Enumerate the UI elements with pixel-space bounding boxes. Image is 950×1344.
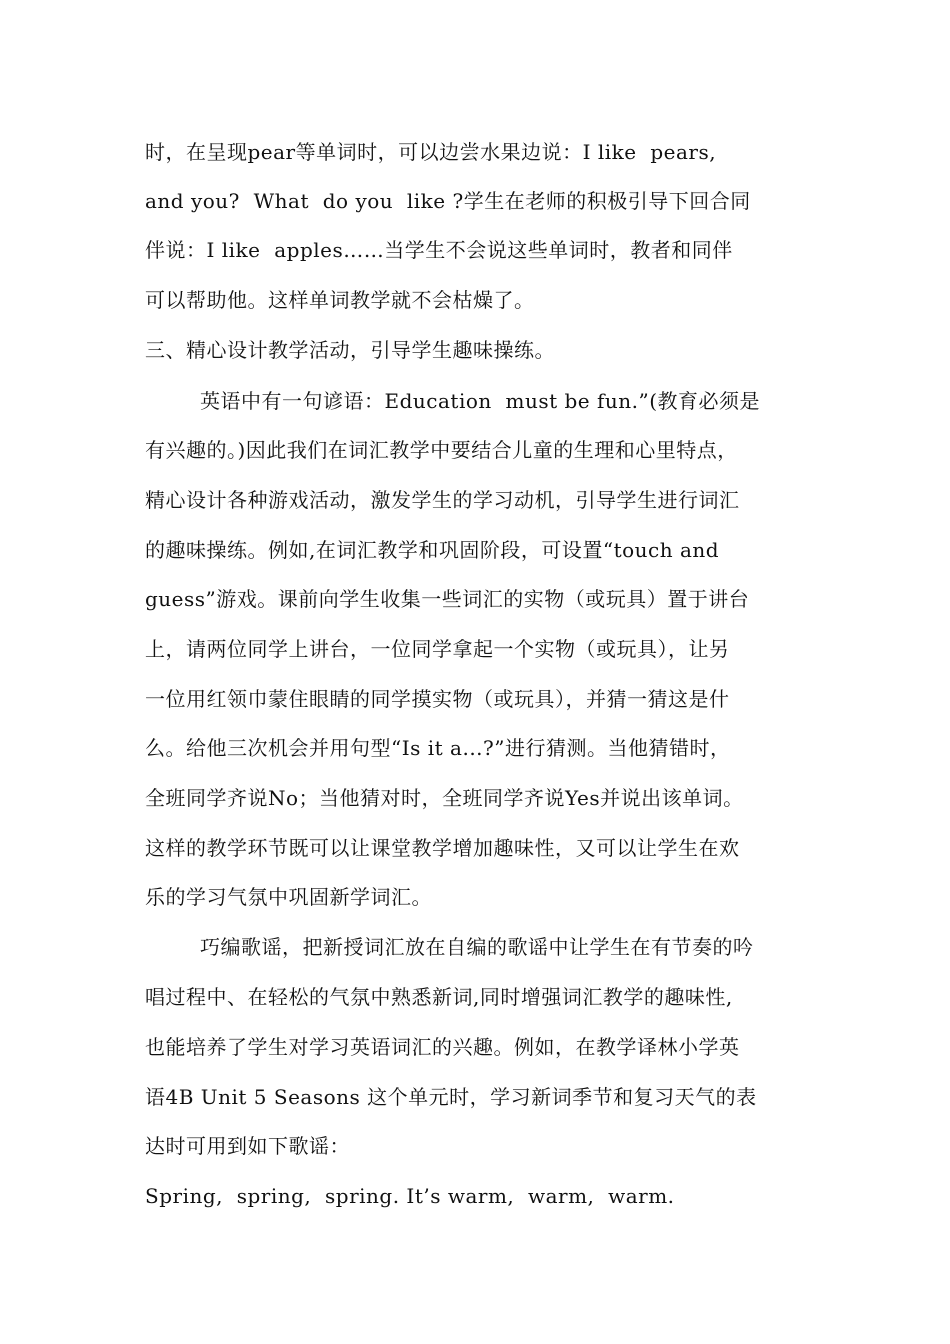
paragraph-line: 可以帮助他。这样单词教学就不会枯燥了。 xyxy=(145,288,535,312)
paragraph-line: 有兴趣的。)因此我们在词汇教学中要结合儿童的生理和心里特点， xyxy=(145,438,738,462)
paragraph-line: 巧编歌谣，把新授词汇放在自编的歌谣中让学生在有节奏的吟 xyxy=(200,935,754,959)
paragraph-line: 上，请两位同学上讲台，一位同学拿起一个实物（或玩具），让另 xyxy=(145,637,730,661)
paragraph-line: 语4B Unit 5 Seasons 这个单元时，学习新词季节和复习天气的表 xyxy=(145,1085,757,1109)
paragraph-line: 唱过程中、在轻松的气氛中熟悉新词,同时增强词汇教学的趣味性, xyxy=(145,985,733,1009)
paragraph-line: 这样的教学环节既可以让课堂教学增加趣味性，又可以让学生在欢 xyxy=(145,836,740,860)
paragraph-line: 的趣味操练。例如,在词汇教学和巩固阶段，可设置“touch and xyxy=(145,538,720,562)
paragraph-line: 时，在呈现pear等单词时，可以边尝水果边说：I like pears, xyxy=(145,140,717,164)
paragraph-line: 英语中有一句谚语：Education must be fun.”(教育必须是 xyxy=(200,389,761,413)
paragraph-line: 也能培养了学生对学习英语词汇的兴趣。例如，在教学译林小学英 xyxy=(145,1035,740,1059)
paragraph-line: 伴说：I like apples……当学生不会说这些单词时，教者和同伴 xyxy=(145,238,733,262)
paragraph-line: and you? What do you like ?学生在老师的积极引导下回合同 xyxy=(145,189,751,213)
paragraph-line: guess”游戏。课前向学生收集一些词汇的实物（或玩具）置于讲台 xyxy=(145,587,750,611)
paragraph-line: 精心设计各种游戏活动，激发学生的学习动机，引导学生进行词汇 xyxy=(145,488,740,512)
paragraph-line: 一位用红领巾蒙住眼睛的同学摸实物（或玩具），并猜一猜这是什 xyxy=(145,687,730,711)
paragraph-line: 么。给他三次机会并用句型“Is it a...?”进行猜测。当他猜错时， xyxy=(145,736,731,760)
paragraph-line: 全班同学齐说No；当他猜对时，全班同学齐说Yes并说出该单词。 xyxy=(145,786,744,810)
paragraph-line: 乐的学习气氛中巩固新学词汇。 xyxy=(145,885,432,909)
paragraph-line: 达时可用到如下歌谣： xyxy=(145,1134,350,1158)
song-lyric-line: Spring, spring, spring. It’s warm, warm, warm. xyxy=(145,1184,675,1208)
section-heading: 三、精心设计教学活动，引导学生趣味操练。 xyxy=(145,338,555,362)
